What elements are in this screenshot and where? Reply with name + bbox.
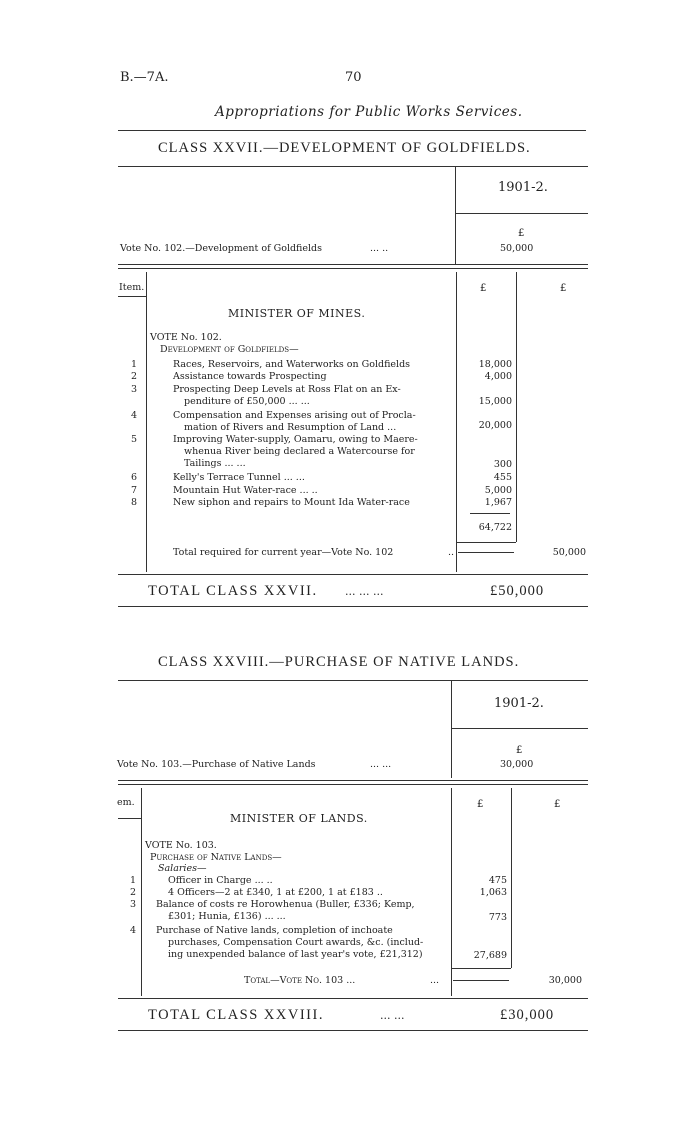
amount-column-header: £ [480, 283, 487, 294]
item-amount: 455 [493, 472, 512, 483]
item-text: Races, Reservoirs, and Waterworks on Goldfields [173, 359, 411, 370]
vote-total-leader: ... [430, 975, 440, 986]
item-amount: 1,967 [484, 497, 512, 508]
item-number: 5 [131, 434, 138, 445]
total-column-header: £ [560, 283, 567, 294]
item-text: 4 Officers—2 at £340, 1 at £200, 1 at £183 .. [168, 887, 383, 898]
item-text: whenua River being declared a Watercourse for [184, 446, 415, 457]
item-amount: 5,000 [484, 485, 512, 496]
vote-heading: Vote No. 102.—Development of Goldfields [120, 243, 323, 254]
item-text: Prospecting Deep Levels at Ross Flat on an Ex- [173, 384, 401, 395]
item-text: ing unexpended balance of last year's vote, £21,312) [168, 949, 423, 960]
item-number: 8 [131, 497, 138, 508]
total-column-header: £ [554, 799, 561, 810]
class-title: CLASS XXVII.—DEVELOPMENT OF GOLDFIELDS. [158, 140, 531, 156]
item-number: 1 [131, 359, 138, 370]
item-number: 3 [130, 899, 137, 910]
class-total-leader: ... ... [380, 1009, 405, 1022]
item-amount: 20,000 [478, 420, 512, 431]
class-total-label: TOTAL CLASS XXVII. [148, 583, 318, 599]
class-total-label: TOTAL CLASS XXVIII. [148, 1007, 324, 1023]
item-number: 2 [130, 887, 137, 898]
salaries-subhead: Salaries— [158, 863, 207, 874]
amount-column-header: £ [477, 799, 484, 810]
item-text: purchases, Compensation Court awards, &c. (includ- [168, 937, 424, 948]
vote-number: VOTE No. 102. [150, 332, 222, 343]
subhead: Purchase of Native Lands— [150, 852, 282, 863]
item-amount: 4,000 [484, 371, 512, 382]
currency-symbol: £ [516, 745, 523, 756]
item-text: Compensation and Expenses arising out of Procla- [173, 410, 416, 421]
item-amount: 773 [488, 912, 507, 923]
item-amount: 15,000 [478, 396, 512, 407]
item-amount: 475 [488, 875, 507, 886]
vote-heading: Vote No. 103.—Purchase of Native Lands [117, 759, 316, 770]
item-text: Improving Water-supply, Oamaru, owing to Maere- [173, 434, 418, 445]
item-column-header: Item. [119, 282, 145, 293]
vote-total: 50,000 [500, 243, 534, 254]
class-total-leader: ... ... ... [345, 585, 384, 598]
item-text: £301; Hunia, £136) ... ... [168, 911, 286, 922]
vote-total-label: Total required for current year—Vote No. 102 [173, 547, 394, 558]
item-number: 3 [131, 384, 138, 395]
page-ref: B.—7A. [120, 70, 169, 85]
minister-heading: MINISTER OF LANDS. [230, 812, 368, 825]
year-heading: 1901-2. [498, 180, 548, 195]
item-number: 7 [131, 485, 138, 496]
vote-total-amount: 30,000 [548, 975, 582, 986]
item-amount: 27,689 [473, 950, 507, 961]
page-number: 70 [345, 70, 362, 85]
minister-heading: MINISTER OF MINES. [228, 307, 366, 320]
item-text: Purchase of Native lands, completion of inchoate [156, 925, 393, 936]
item-amount: 18,000 [478, 359, 512, 370]
item-text: Officer in Charge ... .. [168, 875, 273, 886]
item-amount: 300 [493, 459, 512, 470]
item-text: penditure of £50,000 ... ... [184, 396, 310, 407]
running-title: Appropriations for Public Works Services. [215, 104, 523, 120]
item-text: Kelly's Terrace Tunnel ... ... [173, 472, 305, 483]
vote-leader: ... ... [370, 759, 392, 770]
item-number: 2 [131, 371, 138, 382]
year-heading: 1901-2. [494, 696, 544, 711]
item-number: 4 [131, 410, 138, 421]
item-text: Tailings ... ... [184, 458, 246, 469]
item-amount: 1,063 [479, 887, 507, 898]
vote-total: 30,000 [500, 759, 534, 770]
item-number: 6 [131, 472, 138, 483]
subhead: Development of Goldfields— [160, 344, 299, 355]
vote-total-leader: .. [448, 547, 455, 558]
vote-leader: ... .. [370, 243, 389, 254]
item-text: Assistance towards Prospecting [173, 371, 327, 382]
item-column-header: em. [117, 797, 135, 808]
vote-total-label: Total—Vote No. 103 ... [244, 975, 356, 986]
item-text: Balance of costs re Horowhenua (Buller, £336; Kemp, [156, 899, 415, 910]
subtotal-amount: 64,722 [478, 522, 512, 533]
currency-symbol: £ [518, 228, 525, 239]
item-text: mation of Rivers and Resumption of Land ... [184, 422, 397, 433]
item-number: 1 [130, 875, 137, 886]
class-total-amount: £30,000 [500, 1007, 555, 1023]
item-text: Mountain Hut Water-race ... .. [173, 485, 318, 496]
class-title: CLASS XXVIII.—PURCHASE OF NATIVE LANDS. [158, 654, 520, 670]
vote-total-amount: 50,000 [552, 547, 586, 558]
item-text: New siphon and repairs to Mount Ida Water-race [173, 497, 410, 508]
vote-number: VOTE No. 103. [145, 840, 217, 851]
item-number: 4 [130, 925, 137, 936]
class-total-amount: £50,000 [490, 583, 545, 599]
